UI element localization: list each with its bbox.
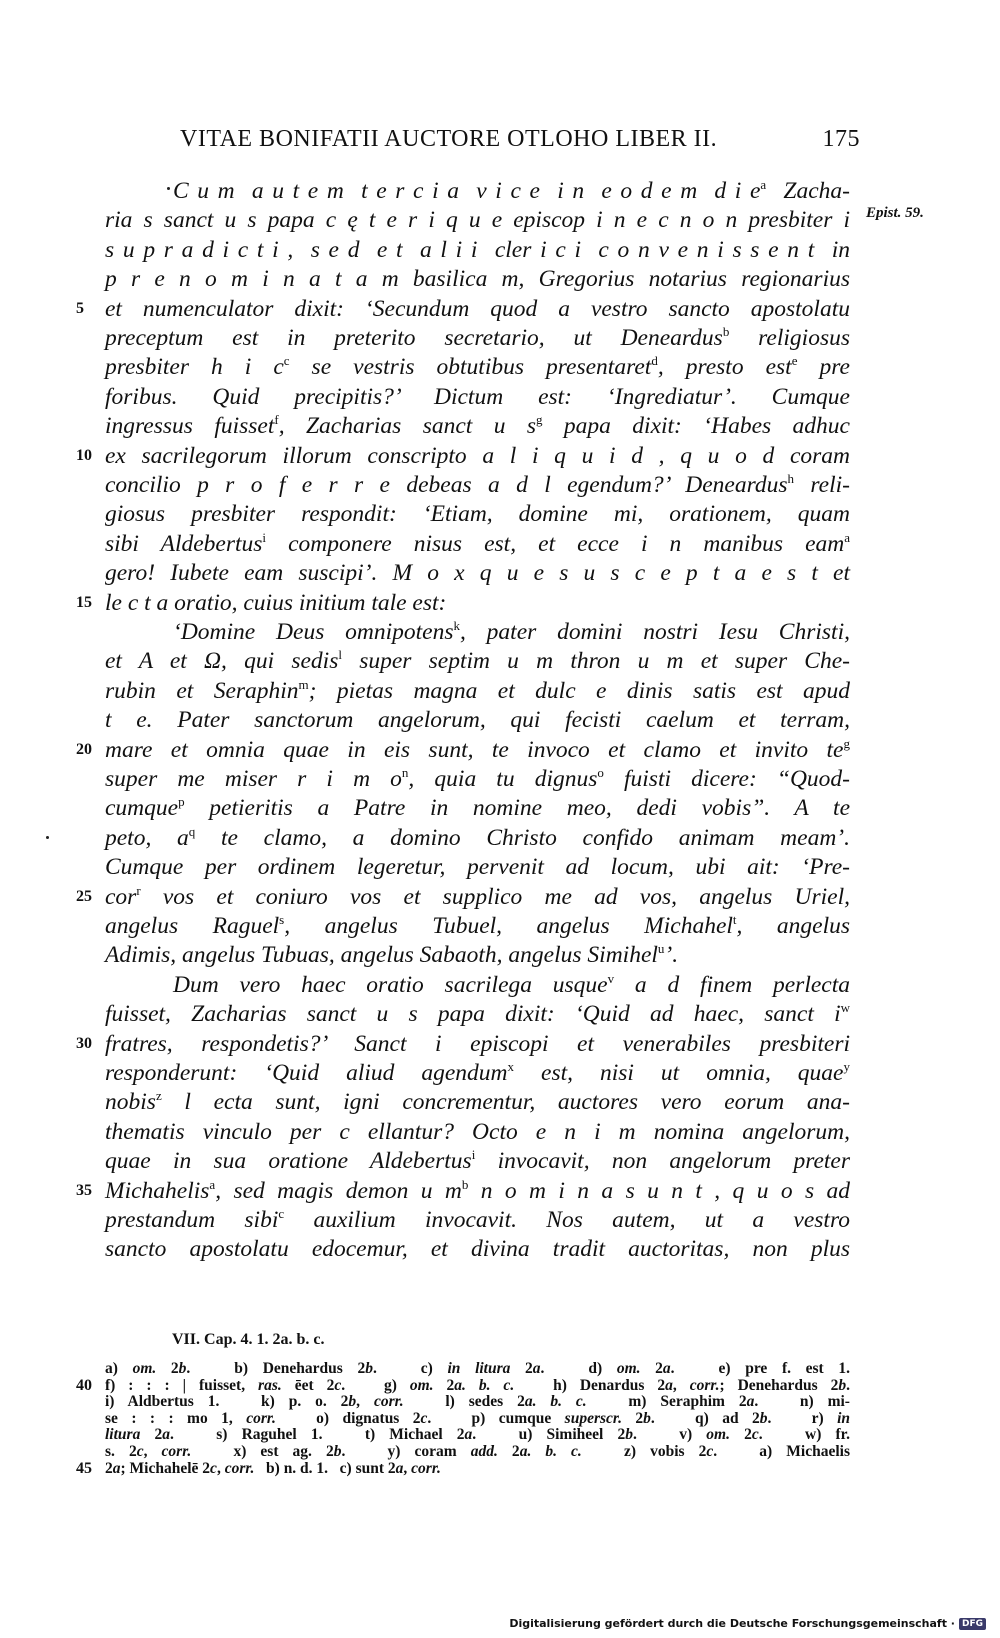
- text-line: cumque$^p$ petieritis a Patre in nomine meo, dedi vobis”. A te: [105, 794, 850, 822]
- text-line: ex sacrilegorum illorum conscripto a l i q u i d , q u o d coram: [105, 442, 850, 469]
- text-line: ‘Domine Deus omnipotens$^k$, pater domini nostri Iesu Christi,: [173, 618, 850, 645]
- footnote-line: s. 2c, corr. x) est ag. 2b. y) coram add. 2a. b. c. z) vobis 2c. a) Michaelis: [105, 1443, 850, 1460]
- text-line: ingressus fuisset$^f$, Zacharias sanct u $s^g$ papa dixit: ‘Habes adhuc: [105, 412, 850, 440]
- footnote-line: a) om. 2b. b) Denehardus 2b. c) in litura 2a. d) om. 2a. e) pre f. est 1.: [105, 1360, 850, 1377]
- text-line: gero! Iubete eam suscipi’. M o x q u e s u s c e p t a e s t et: [105, 560, 850, 587]
- line-number: 40: [76, 1376, 92, 1394]
- footnote-line: f) : : : | fuisset, ras. ēet 2c. g) om. 2a. b. c. h) Denardus 2a, corr.; Denehardus 2b.: [105, 1376, 851, 1394]
- line-number: 35: [76, 1181, 92, 1199]
- footnote-line: i) Aldbertus 1. k) p. o. 2b, corr. l) sedes 2a. b. c. m) Seraphim 2a. n) mi-: [105, 1393, 850, 1411]
- text-line: preceptum est in preterito secretario, ut Deneardus$^b$ religiosus: [105, 324, 850, 351]
- text-line: quae in sua oratione Aldebertus$^i$ invocavit, non angelorum preter: [105, 1147, 850, 1175]
- credit-text: Digitalisierung gefördert durch die Deutsche Forschungsgemeinschaft ·: [509, 1617, 955, 1630]
- text-line: Adimis, angelus Tubuas, angelus Sabaoth, angelus Simihel$^u$’.: [105, 941, 679, 969]
- page-number: 175: [822, 126, 860, 152]
- text-line: le c t a oratio, cuius initium tale est:: [105, 589, 447, 616]
- text-line: thematis vinculo per c ellantur? Octo e n i m nomina angelorum,: [105, 1118, 850, 1145]
- print-speck: [46, 836, 49, 839]
- text-line: sancto apostolatu edocemur, et divina tradit auctoritas, non plus: [105, 1236, 850, 1263]
- margin-reference: Epist. 59.: [866, 205, 924, 221]
- text-line: concilio p r o f e r r e debeas a d l egendum?’ Deneardus$^h$ reli-: [105, 471, 850, 498]
- text-line: Michahelis$^a$, sed magis demon u $m^b$ n o m i n a s u n t , q u o s ad: [105, 1176, 850, 1204]
- chapter-reference: VII. Cap. 4. 1. 2a. b. c.: [172, 1331, 325, 1348]
- text-line: presbiter h i $c^c$ se vestris obtutibus presentaret$^d$, presto est$^e$ pre: [105, 353, 850, 381]
- dfg-logo-icon: DFG: [959, 1618, 986, 1630]
- line-number: 25: [76, 887, 92, 905]
- text-line: mare et omnia quae in eis sunt, te invoco et clamo et invito $te^g$: [105, 735, 850, 763]
- text-line: nobis$^z$ l ecta sunt, igni concrementur, auctores vero eorum ana-: [105, 1088, 850, 1116]
- text-line: s u p r a d i c t i , s e d e t a l i i cler i c i c o n v e n i s s e n t in: [105, 236, 850, 263]
- line-number: 15: [76, 593, 92, 611]
- text-line: responderunt: ‘Quid aliud agendum$^x$ est, nisi ut omnia, quae$^y$: [105, 1059, 850, 1086]
- text-line: Cumque per ordinem legeretur, pervenit ad locum, ubi ait: ‘Pre-: [105, 854, 850, 881]
- line-number: 10: [76, 446, 92, 464]
- line-number: 45: [76, 1459, 92, 1477]
- text-line: sibi Aldebertus$^i$ componere nisus est, et ecce i n manibus eam$^a$: [105, 529, 851, 557]
- running-header: [180, 126, 860, 158]
- text-line: ria s sanct u s papa c ę t e r i q u e episcop i n e c n o n presbiter i: [105, 207, 850, 234]
- line-number: 5: [76, 299, 84, 317]
- text-line: giosus presbiter respondit: ‘Etiam, domine mi, orationem, quam: [105, 501, 850, 528]
- text-line: t e. Pater sanctorum angelorum, qui fecisti caelum et terram,: [105, 707, 850, 734]
- text-line: foribus. Quid precipitis?’ Dictum est: ‘Ingrediatur’. Cumque: [105, 383, 850, 410]
- text-line: fratres, respondetis?’ Sanct i episcopi et venerabiles presbiteri: [105, 1030, 850, 1057]
- text-line: prestandum sibi$^c$ auxilium invocavit. Nos autem, ut a vestro: [105, 1206, 850, 1233]
- line-number: 30: [76, 1034, 92, 1052]
- text-line: cor$^r$ vos et coniuro vos et supplico me ad vos, angelus Uriel,: [105, 882, 850, 910]
- text-line: p r e n o m i n a t a m basilica m, Gregorius notarius regionarius: [105, 266, 850, 293]
- text-line: et numenculator dixit: ‘Secundum quod a vestro sancto apostolatu: [105, 295, 850, 322]
- text-line: Dum vero haec oratio sacrilega usque$^v$ a d finem perlecta: [173, 970, 850, 998]
- text-line: peto, $a^q$ te clamo, a domino Christo confido animam meam’.: [105, 823, 850, 851]
- line-number: 20: [76, 740, 92, 758]
- text-line: C u m a u t e m t e r c i a v i c e i n e o d e m d i $e^a$ Zacha-: [173, 177, 850, 204]
- text-line: angelus Raguel$^s$, angelus Tubuel, angelus Michahel$^t$, angelus: [105, 912, 851, 939]
- text-line: et A et Ω, qui sedis$^l$ super septim u m thron u m et super Che-: [105, 647, 850, 675]
- digitization-credit: [509, 1617, 986, 1630]
- print-speck: [167, 187, 170, 190]
- running-title: VITAE BONIFATII AUCTORE OTLOHO LIBER II.: [180, 126, 718, 152]
- footnote-line: 2a; Michahelē 2c, corr. b) n. d. 1. c) sunt 2a, corr.: [105, 1459, 441, 1477]
- text-line: rubin et Seraphin$^m$; pietas magna et dulc e dinis satis est apud: [105, 676, 850, 704]
- text-line: super me miser r i m $o^n$, quia tu dignus$^o$ fuisti dicere: “Quod-: [105, 765, 851, 792]
- text-line: fuisset, Zacharias sanct u s papa dixit: ‘Quid ad haec, sanct $i^w$: [105, 1000, 850, 1028]
- footnote-line: litura 2a. s) Raguhel 1. t) Michael 2a. u) Simiheel 2b. v) om. 2c. w) fr.: [105, 1426, 851, 1444]
- footnote-line: se : : : mo 1, corr. o) dignatus 2c. p) cumque superscr. 2b. q) ad 2b. r) in: [105, 1409, 850, 1427]
